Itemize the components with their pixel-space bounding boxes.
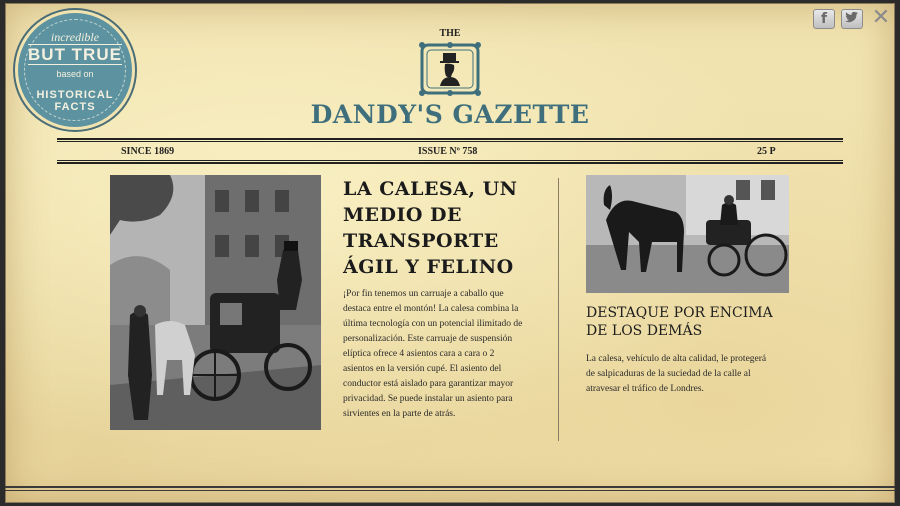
side-headline <box>586 304 791 340</box>
bottom-divider <box>5 490 895 491</box>
subhead-line: DESTAQUE POR ENCIMA <box>586 305 773 321</box>
newspaper-title: DANDY'S GAZETTE <box>310 100 590 129</box>
headline-line: ÁGIL Y FELINO <box>343 256 514 278</box>
body-line: destaca entre el montón! La calesa combina la <box>343 304 519 314</box>
body-line: La calesa, vehículo de alta calidad, le protegerá <box>586 354 767 364</box>
badge-facts: FACTS <box>54 101 96 113</box>
headline-line: LA CALESA, UN <box>343 178 518 200</box>
issue-label: ISSUE Nº 758 <box>418 146 478 157</box>
body-line: asientos en la versión cupé. El asiento del <box>343 364 502 374</box>
body-line: personalización. Este carruaje de suspensión <box>343 334 513 344</box>
masthead-the: THE <box>439 28 461 39</box>
main-headline <box>343 176 543 280</box>
body-line: ¡Por fin tenemos un carruaje a caballo que <box>343 289 504 299</box>
badge-line-2: BUT TRUE <box>28 45 122 64</box>
divider <box>57 160 843 161</box>
divider <box>57 162 843 164</box>
body-line: de salpicaduras de la suciedad de la calle al <box>586 369 751 379</box>
twitter-button[interactable] <box>841 9 863 29</box>
carriage-photo-main <box>110 175 321 430</box>
close-icon: ✕ <box>871 5 891 30</box>
side-article-body <box>586 352 791 397</box>
headline-line: MEDIO DE <box>343 204 463 226</box>
column-divider <box>558 178 559 441</box>
since-label: SINCE 1869 <box>121 146 175 157</box>
close-button[interactable] <box>871 5 891 30</box>
carriage-photo-side <box>586 175 789 293</box>
twitter-icon <box>845 11 859 27</box>
divider <box>57 138 843 140</box>
facebook-button[interactable] <box>813 9 835 29</box>
badge-historical: HISTORICAL <box>36 89 114 101</box>
subhead-line: DE LOS DEMÁS <box>586 323 703 339</box>
main-article-body <box>343 287 543 422</box>
body-line: elíptica ofrece 4 asientos cara a cara o 2 <box>343 349 495 359</box>
headline-line: TRANSPORTE <box>343 230 499 252</box>
facebook-icon: f <box>820 11 828 27</box>
dandy-logo-icon <box>416 40 484 98</box>
body-line: sirvientes en la parte de atrás. <box>343 409 456 419</box>
badge-line-3: based on <box>56 69 94 79</box>
badge-line-1: incredible <box>50 30 100 44</box>
body-line: atravesar el tráfico de Londres. <box>586 384 704 394</box>
bottom-divider <box>5 486 895 488</box>
body-line: última tecnología con un potencial ilimitado de <box>343 319 523 329</box>
price-label: 25 P <box>757 146 776 157</box>
divider <box>57 141 843 142</box>
body-line: privacidad. Se puede instalar un asiento para <box>343 394 513 404</box>
body-line: conductor está aislado para garantizar mayor <box>343 379 514 389</box>
